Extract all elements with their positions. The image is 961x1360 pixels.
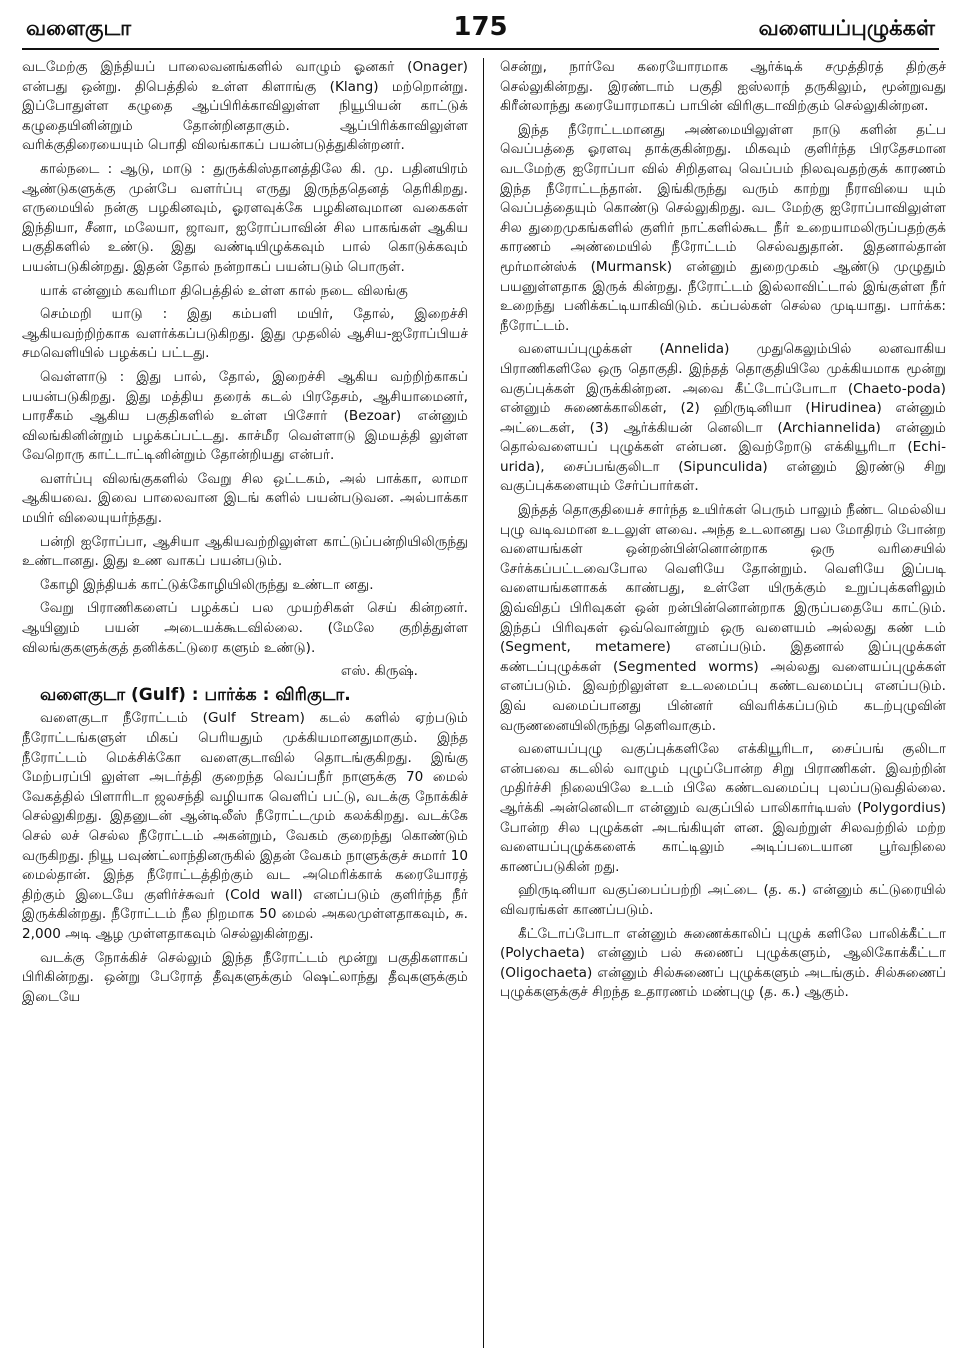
author-signature: எஸ். கிருஷ். (340, 663, 418, 680)
running-head (22, 8, 939, 50)
column-divider (483, 58, 484, 1348)
paragraph-yak: யாக் என்னும் கவரிமா திபெத்தில் உள்ள கால் நடை விலங்கு (40, 282, 408, 299)
entry-gulf-stream: வளைகுடா நீரோட்டம் (Gulf Stream) கடல் களில் ஏற்படும் நீரோட்டங்களுள் மிகப் பெரியதும் முக்கியமானதுமாகும். இந்த நீரோட்டம் மெக்சிக்கோ வளைகுடாவில் தொடங்குகிறது. இங்கு மேற்பரப்பி லுள்ள அடர்த்தி குறைந்த வெப்பநீர் நாளுக்கு 70 மைல் வேகத்தில் பிளாரிடா ஜலசந்தி வழியாக வெளிப் பட்டு, வடக்கு நோக்கிச் செல்லுகிறது. இதனுடன் ஆன்டிலீஸ் நீரோட்டமும் கலக்கிறது. வடக்கே செல் லச் செல்ல நீரோட்டம் அகன்றும், வேகம் குறைந்து கொண்டும் வருகிறது. நியூ பவுண்ட்லாந்தினருகில் இதன் வேகம் நாளுக்குச் சுமார் 10 மைல்தான். இந்த நீரோட்டத்திற்கும் வட அமெரிக்காக் கரையோரத் திற்கும் இடையே குளிர்ச்சுவர் (Cold wall) எனப்படும் குளிர்ந்த நீர் இருக்கின்றது. நீரோட்டம் நீல நிறமாக 50 மைல் அகலமுள்ளதாகவும், சு. 2,000 அடி ஆழ முள்ளதாகவும் செல்லுகின்றது. (22, 710, 468, 942)
page-number: 175 (453, 12, 508, 42)
paragraph-fowl: கோழி இந்தியக் காட்டுக்கோழியிலிருந்து உண்டா னது. (40, 576, 374, 593)
paragraph-goat: வெள்ளாடு : இது பால், தோல், இறைச்சி ஆகிய வற்றிற்காகப் பயன்படுகிறது. இது மத்திய தரைக் கடல் பிரதேசம், ஆசியாமைனர், பாரசீகம் ஆகிய பகுதிகளில் உள்ள பிசோர் (Bezoar) என்னும் விலங்கினின்றும் பழக்கப்பட்டது. காச்மீர வெள்ளாடு இமயத்தி லுள்ள வேறொரு காட்டாட்டினின்றும் தோன்றியது என்பர். (22, 368, 468, 464)
paragraph-annelida-body: இந்தத் தொகுதியைச் சார்ந்த உயிர்கள் பெரும் பாலும் நீண்ட மெல்லிய புழு வடிவமான உடலுள் ளவை. அந்த உடலானது பல மோதிரம் போன்ற வளையங்கள் ஒன்றன்பின்னொன்றாக ஒரு வரிசையில் சேர்க்கப்பட்டவைபோல வெளியே தோன்றும். வெளியே இப்படி வளையங்களாகக் காண்பது, உள்ளே யிருக்கும் உறுப்புக்களிலும் இவ்விதப் பிரிவுகள் ஒன் றன்பின்னொன்றாக இருப்பதையே காட்டும். இந்தப் பிரிவுகள் ஒவ்வொன்றும் ஒரு வளையம் அல்லது கண் டம் (Segment, metamere) எனப்படும். இதனால் இப்புழுக்கள் கண்டப்புழுக்கள் (Segmented worms) அல்லது வளையப்புழுக்கள் எனப்படும். இவற்றிலுள்ள உடலமைப்பு கண்டவமைப்பு எனப்படும். இவ் வமைப்பானது பின்னர் விவரிக்கப்படும் கடற்புழுவின் வருணனையிலிருந்து தெளிவாகும். (500, 502, 946, 734)
paragraph-hirudinea: ஹிருடினியா வகுப்பைப்பற்றி அட்டை (த. க.) என்னும் கட்டுரையில் விவரங்கள் காணப்படும். (500, 882, 946, 918)
paragraph-onager: வடமேற்கு இந்தியப் பாலைவனங்களில் வாழும் ஓனகர் (Onager) என்பது ஒன்று. திபெத்தில் உள்ள கிளாங்கு (Klang) மற்றொன்று. இப்போதுள்ள கழுதை ஆப்பிரிக்காவிலுள்ள நியூபியன் காட்டுக் கழுதையினின்றும் தோன்றினதாகும். ஆப்பிரிக்காவிலுள்ள வரிக்குதிரையையும் பொதி விலங்காகப் பயன்படுத்துகின்றனர். (22, 59, 468, 154)
paragraph-pig: பன்றி ஐரோப்பா, ஆசியா ஆகியவற்றிலுள்ள காட்டுப்பன்றியிலிருந்து உண்டானது. இது உண வாகப் பயன்படும். (22, 533, 468, 570)
paragraph-gulf-stream-climate: இந்த நீரோட்டமானது அண்மையிலுள்ள நாடு களின் தட்ப வெப்பத்தை ஓரளவு தாக்குகின்றது. மிகவும் குளிர்ந்த பிரதேசமான வடமேற்கு ஐரோப்பா வில் சிறிதளவு வெப்பம் நிலவுவதற்குக் காரணம் இந்த நீரோட்டந்தான். இங்கிருந்து வரும் காற்று நீராவியை யும் வெப்பத்தையும் கொண்டு செல்லுகிறது. வட மேற்கு ஐரோப்பாவிலுள்ள சில துறைமுகங்களில் குளிர் நாட்களில்கூட நீர் உறையாமலிருப்பதற்குக் காரணம் அண்மையில் நீரோட்டம் செல்வதுதான். இதனால்தான் மூர்மான்ஸ்க் (Murmansk) என்னும் துறைமுகம் ஆண்டு முழுதும் பயனுள்ளதாக இருக் கின்றது. நீரோட்டம் இல்லாவிட்டால் இங்குள்ள நீர் உறைந்து பனிக்கட்டியாகிவிடும். கப்பல்கள் செல்ல முடியாது. பார்க்க: நீரோட்டம். (500, 121, 946, 334)
paragraph-gulf-stream-branches: வடக்கு நோக்கிச் செல்லும் இந்த நீரோட்டம் மூன்று பகுதிகளாகப் பிரிகின்றது. ஒன்று பேரோத் தீவுகளுக்கும் ஷெட்லாந்து தீவுகளுக்கும் இடையே (22, 949, 468, 1005)
paragraph-gulf-stream-continued: சென்று, நார்வே கரையோரமாக ஆர்க்டிக் சமுத்திரத் திற்குச் செல்லுகின்றது. இரண்டாம் பகுதி ஐஸ்லாந் தருகிலும், மூன்றுவது கிரீன்லாந்து கரையோரமாகப் பாபின் விரிகுடாவிற்கும் செல்லுகின்றன. (500, 59, 946, 115)
entry-gulf: வளைகுடா (Gulf) : பார்க்க : விரிகுடா. (40, 684, 351, 705)
paragraph-sheep: செம்மறி யாடு : இது கம்பளி மயிர், தோல், இறைச்சி ஆகியவற்றிற்காக வளர்க்கப்படுகிறது. இது முதலில் ஆசிய-ஐரோப்பியச் சமவெளியில் பழக்கப் பட்டது. (22, 306, 468, 362)
right-running-title: வளையப்புழுக்கள் (758, 16, 935, 40)
paragraph-other-animals: வேறு பிராணிகளைப் பழக்கப் பல முயற்சிகள் செய் கின்றனர். ஆயினும் பயன் அடையக்கூடவில்லை. (மேலே குறித்துள்ள விலங்குகளுக்குத் தனிக்கட்டுரை களும் உண்டு). (22, 600, 468, 656)
right-column (500, 58, 946, 1350)
paragraph-chaetopoda: கீட்டோப்போடா என்னும் சுணைக்காலிப் புழுக் களிலே பாலிக்கீட்டா (Polychaeta) என்னும் பல் சுணைப் புழுக்களும், ஆலிகோக்கீட்டா (Oligochaeta) என்னும் சில்சுணைப் புழுக்களும் அடங்கும். சில்சுணைப் புழுக்களுக்குச் சிறந்த உதாரணம் மண்புழு (த. க.) ஆகும். (500, 925, 946, 1001)
paragraph-camel-alpaca: வளர்ப்பு விலங்குகளில் வேறு சில ஒட்டகம், அல் பாக்கா, லாமா ஆகியவை. இவை பாலைவான இடங் களில் பயன்படுவன. அல்பாக்கா மயிர் விலையுயர்ந்தது. (22, 470, 468, 527)
paragraph-cattle: கால்நடை : ஆடு, மாடு : துருக்கிஸ்தானத்திலே கி. மு. பதினயிரம் ஆண்டுகளுக்கு முன்பே வளர்ப்பு எருது இருந்ததெனத் தெரிகிறது. எருமையில் நன்கு பழகினவும், ஓரளவுக்கே பழகினவுமான வகைகள் இந்தியா, சீனா, மலேயா, ஜாவா, ஐரோப்பாவின் சில பாகங்கள் ஆகிய பகுதிகளில் உண்டு. இது வண்டியிழுக்கவும் பால் கொடுக்கவும் பயன்படுகின்றது. இதன் தோல் நன்றாகப் பயன்படும் பொருள். (22, 160, 468, 275)
paragraph-annelida-classes: வளையப்புழு வகுப்புக்களிலே எக்கியூரிடா, சைப்பங் குலிடா என்பவை கடலில் வாழும் புழுப்போன்ற சிறு பிராணிகள். இவற்றின் முதிர்ச்சி நிலையிலே உடம் பிலே கண்டவமைப்பு புலப்படுவதில்லை. ஆர்க்கி அன்னெலிடா என்னும் வகுப்பில் பாலிகார்டியஸ் (Polygordius) போன்ற சில புழுக்கள் அடங்கியுள் ளன. இவற்றுள் சிலவற்றில் மற்ற வளையப்புழுக்களைக் காட்டிலும் அடிப்படையான பூர்வநிலை காணப்படுகின் றது. (500, 741, 946, 875)
left-column (22, 58, 468, 1350)
entry-annelida: வளையப்புழுக்கள் (Annelida) முதுகெலும்பில் லனவாகிய பிராணிகளிலே ஒரு தொகுதி. இந்தத் தொகுதியிலே முக்கியமாக மூன்று வகுப்புக்கள் இருக்கின்றன. அவை கீட்டோப்போடா (Chaeto-poda) என்னும் சுணைக்காலிகள், (2) ஹிருடினியா (Hirudinea) என்னும் அட்டைகள், (3) ஆர்க்கியன் னெலிடா (Archiannelida) என்னும் தொல்வளையப் புழுக்கள் என்பன. இவற்றோடு எக்கியூரிடா (Echi-urida), சைப்பங்குலிடா (Sipunculida) என்னும் இரண்டு சிறு வகுப்புக்களையும் சேர்ப்பார்கள். (500, 341, 946, 495)
left-running-title: வளைகுடா (26, 16, 132, 40)
